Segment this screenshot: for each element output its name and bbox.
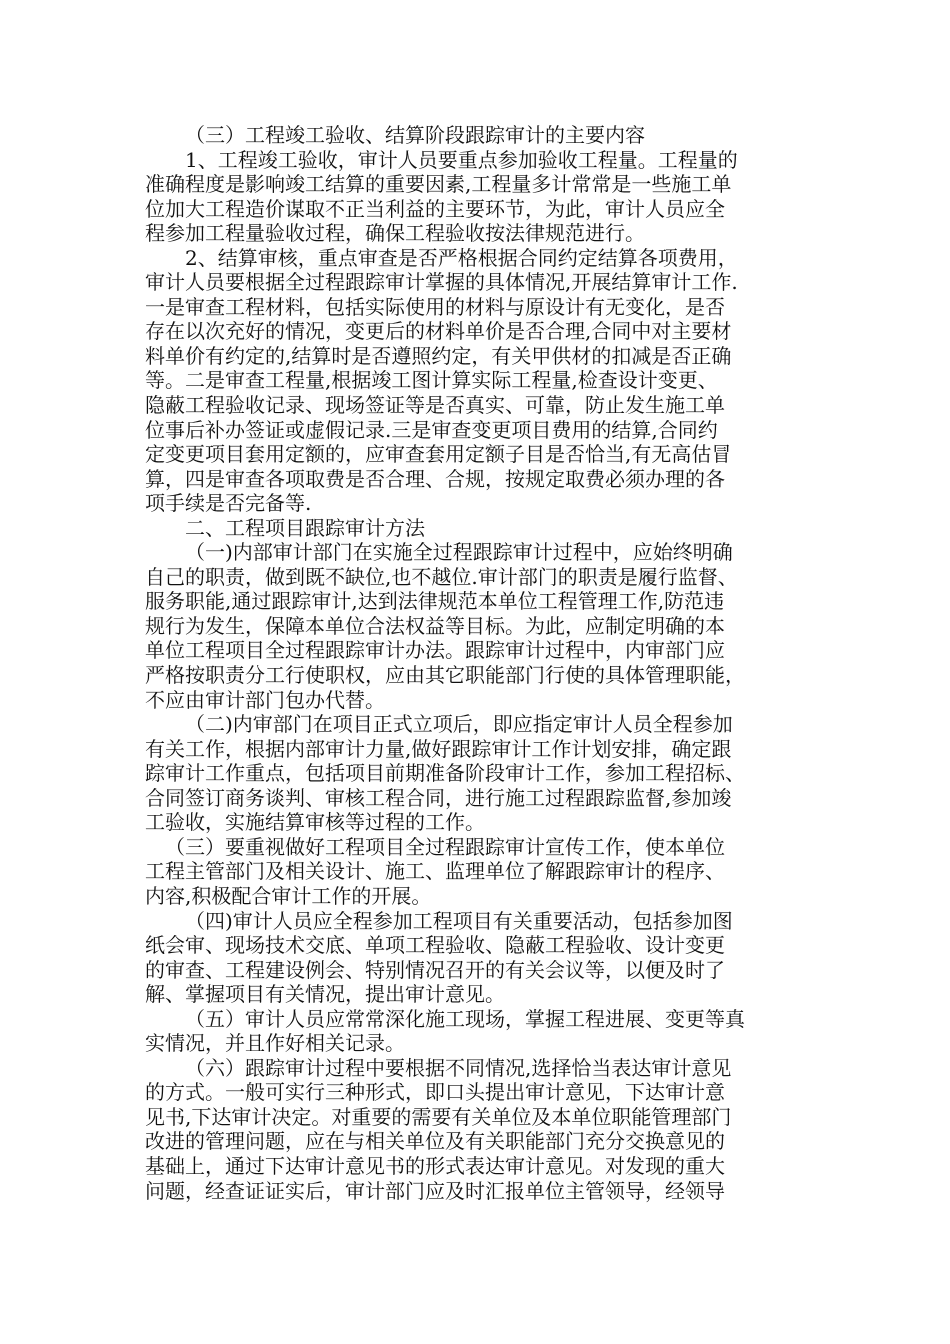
paragraph-line: 定变更项目套用定额的，应审查套用定额子目是否恰当,有无高估冒 bbox=[145, 442, 732, 467]
paragraph-line: 1、工程竣工验收，审计人员要重点参加验收工程量。工程量的 bbox=[185, 147, 738, 172]
paragraph-line: 见书,下达审计决定。对重要的需要有关单位及本单位职能管理部门 bbox=[145, 1104, 732, 1129]
paragraph-line: 程参加工程量验收过程，确保工程验收按法律规范进行。 bbox=[145, 221, 645, 246]
paragraph-line: 项手续是否完备等. bbox=[145, 491, 312, 516]
paragraph-line: 等。二是审查工程量,根据竣工图计算实际工程量,检查设计变更、 bbox=[145, 368, 718, 393]
paragraph-line: 准确程度是影响竣工结算的重要因素,工程量多计常常是一些施工单 bbox=[145, 172, 732, 197]
paragraph-line: 解、掌握项目有关情况，提出审计意见。 bbox=[145, 982, 505, 1007]
paragraph-line: 隐蔽工程验收记录、现场签证等是否真实、可靠，防止发生施工单 bbox=[145, 393, 725, 418]
section-heading: （三）工程竣工验收、结算阶段跟踪审计的主要内容 bbox=[185, 123, 645, 147]
paragraph-line: 踪审计工作重点，包括项目前期准备阶段审计工作，参加工程招标、 bbox=[145, 761, 745, 786]
paragraph-line: 严格按职责分工行使职权，应由其它职能部门行使的具体管理职能， bbox=[145, 663, 745, 688]
paragraph-line: 工程主管部门及相关设计、施工、监理单位了解跟踪审计的程序、 bbox=[145, 859, 725, 884]
paragraph-line: 的方式。一般可实行三种形式，即口头提出审计意见，下达审计意 bbox=[145, 1080, 725, 1105]
paragraph-line: 合同签订商务谈判、审核工程合同，进行施工过程跟踪监督,参加竣 bbox=[145, 785, 732, 810]
paragraph-line: 的审查、工程建设例会、特别情况召开的有关会议等，以便及时了 bbox=[145, 957, 725, 982]
paragraph-line: 服务职能,通过跟踪审计,达到法律规范本单位工程管理工作,防范违 bbox=[145, 589, 725, 614]
paragraph-line: 有关工作，根据内部审计力量,做好跟踪审计工作计划安排，确定跟 bbox=[145, 736, 732, 761]
paragraph-line: 实情况，并且作好相关记录。 bbox=[145, 1031, 405, 1056]
paragraph-line: 自己的职责，做到既不缺位,也不越位.审计部门的职责是履行监督、 bbox=[145, 564, 738, 589]
paragraph-line: （五）审计人员应常常深化施工现场，掌握工程进展、变更等真 bbox=[185, 1006, 745, 1031]
paragraph-line: 工验收，实施结算审核等过程的工作。 bbox=[145, 810, 485, 835]
paragraph-line: 位事后补办签证或虚假记录.三是审查变更项目费用的结算,合同约 bbox=[145, 417, 718, 442]
paragraph-line: （六）跟踪审计过程中要根据不同情况,选择恰当表达审计意见 bbox=[185, 1055, 732, 1080]
paragraph-line: 基础上，通过下达审计意见书的形式表达审计意见。对发现的重大 bbox=[145, 1153, 725, 1178]
paragraph-line: 2、结算审核，重点审查是否严格根据合同约定结算各项费用， bbox=[185, 245, 738, 270]
paragraph-line: 规行为发生，保障本单位合法权益等目标。为此，应制定明确的本 bbox=[145, 613, 725, 638]
paragraph-line: 料单价有约定的,结算时是否遵照约定，有关甲供材的扣减是否正确 bbox=[145, 343, 732, 368]
section-heading: 二、工程项目跟踪审计方法 bbox=[185, 515, 425, 540]
paragraph-line: 存在以次充好的情况，变更后的材料单价是否合理,合同中对主要材 bbox=[145, 319, 732, 344]
paragraph-line: 一是审查工程材料，包括实际使用的材料与原设计有无变化，是否 bbox=[145, 294, 725, 319]
paragraph-line: （一)内部审计部门在实施全过程跟踪审计过程中，应始终明确 bbox=[185, 540, 733, 565]
document-page bbox=[145, 123, 810, 1203]
paragraph-line: 单位工程项目全过程跟踪审计办法。跟踪审计过程中，内审部门应 bbox=[145, 638, 725, 663]
paragraph-line: 改进的管理问题，应在与相关单位及有关职能部门充分交换意见的 bbox=[145, 1129, 725, 1154]
paragraph-line: 纸会审、现场技术交底、单项工程验收、隐蔽工程验收、设计变更 bbox=[145, 933, 725, 958]
paragraph-line: 审计人员要根据全过程跟踪审计掌握的具体情况,开展结算审计工作. bbox=[145, 270, 738, 295]
paragraph-line: （三）要重视做好工程项目全过程跟踪审计宣传工作，使本单位 bbox=[165, 834, 725, 859]
paragraph-line: 不应由审计部门包办代替。 bbox=[145, 687, 385, 712]
paragraph-line: 位加大工程造价谋取不正当利益的主要环节，为此，审计人员应全 bbox=[145, 196, 725, 221]
paragraph-line: （四)审计人员应全程参加工程项目有关重要活动，包括参加图 bbox=[185, 908, 733, 933]
paragraph-line: （二)内审部门在项目正式立项后，即应指定审计人员全程参加 bbox=[185, 712, 733, 737]
paragraph-line: 内容,积极配合审计工作的开展。 bbox=[145, 883, 432, 908]
paragraph-line: 问题，经查证证实后，审计部门应及时汇报单位主管领导，经领导 bbox=[145, 1178, 725, 1203]
paragraph-line: 算，四是审查各项取费是否合理、合规，按规定取费必须办理的各 bbox=[145, 466, 725, 491]
